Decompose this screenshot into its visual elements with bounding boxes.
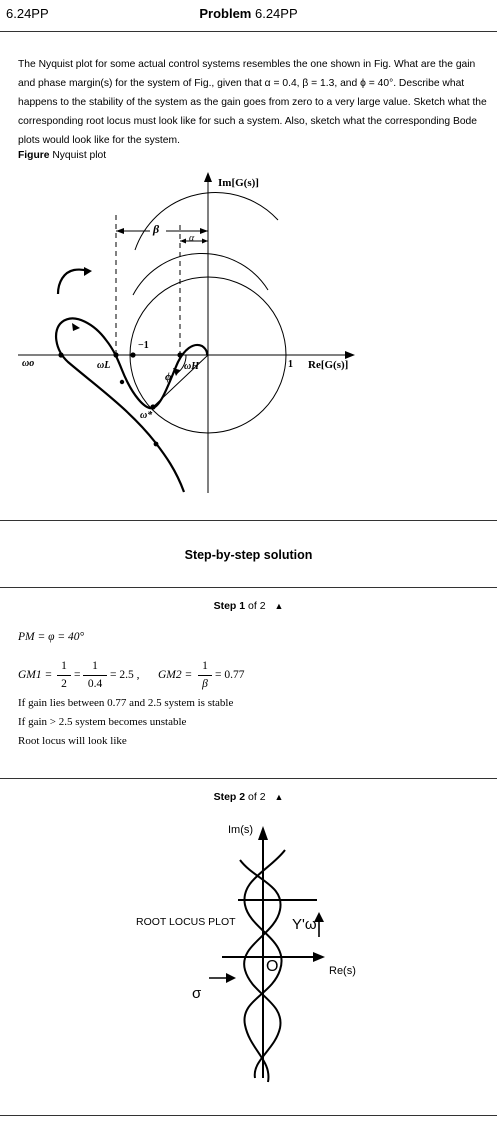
step1-unstable-line: If gain > 2.5 system becomes unstable: [18, 716, 187, 728]
step2-toggle[interactable]: [0, 791, 497, 803]
step2-label-bold: Step 2: [213, 791, 246, 803]
rl-sigma-label: σ: [192, 985, 202, 1002]
gm1-frac2-bar: [83, 675, 107, 676]
problem-number: 6.24PP: [254, 6, 298, 21]
solution-title-divider: [0, 587, 497, 588]
gm1-prefix: GM1 =: [18, 669, 53, 681]
minus-one-label: −1: [138, 340, 149, 351]
gm2-prefix: GM2 =: [158, 669, 193, 681]
header-left-title: 6.24PP: [6, 6, 49, 21]
sigma-arrow-head: [226, 973, 236, 983]
main-curve-arrow: [72, 323, 80, 331]
rl-im-label: Im(s): [228, 824, 254, 836]
gm1-den1: 2: [61, 678, 67, 690]
im-axis-label: Im[G(s)]: [218, 177, 259, 189]
root-locus-sketch: [0, 810, 497, 1110]
step1-toggle[interactable]: [0, 600, 497, 612]
gm1-frac1-bar: [57, 675, 71, 676]
figure-divider: [0, 520, 497, 521]
chevron-up-icon[interactable]: ▲: [274, 792, 284, 802]
step2-divider: [0, 1115, 497, 1116]
beta-arrow-left: [116, 228, 124, 234]
step1-root-locus-line: Root locus will look like: [18, 735, 127, 747]
phase-margin-ray: [153, 355, 208, 407]
gm1-num2: 1: [92, 660, 98, 672]
one-label: 1: [288, 359, 293, 370]
beta-label: β: [153, 222, 160, 236]
omega-o-label: ωo: [22, 358, 35, 369]
rl-branch-1: [244, 850, 285, 1082]
gm1-num1: 1: [61, 660, 67, 672]
alpha-arrow-left: [180, 239, 186, 244]
nyquist-axes: [18, 172, 355, 493]
nyquist-curve-main: [56, 318, 207, 492]
alpha-label: α: [189, 233, 195, 244]
gm1-den2: 0.4: [87, 678, 103, 690]
phi-label: ϕ: [165, 371, 172, 383]
rl-re-label: Re(s): [329, 965, 356, 977]
figure-caption-text: Nyquist plot: [52, 150, 107, 161]
alpha-arrow-right: [202, 239, 208, 244]
step2-label-rest: of 2: [248, 791, 266, 803]
solution-title: Step-by-step solution: [184, 548, 313, 562]
outer-arc-upper: [133, 253, 268, 295]
rl-plot-title: ROOT LOCUS PLOT: [136, 916, 236, 928]
upper-curve-arrow: [84, 267, 92, 276]
beta-arrow-right: [200, 228, 208, 234]
nyquist-curve-upper: [58, 270, 88, 294]
step1-stable-line: If gain lies between 0.77 and 2.5 system is stable: [18, 697, 234, 709]
imag-axis-arrow: [204, 172, 212, 182]
rl-imag-arrow: [258, 826, 268, 840]
step1-divider: [0, 778, 497, 779]
figure-label: Figure: [18, 150, 50, 161]
step1-pm-line: PM = φ = 40°: [18, 631, 85, 643]
nyquist-plot-figure: [0, 0, 497, 520]
rl-origin-label: O: [266, 958, 279, 975]
gm2-value: = 0.77: [215, 669, 245, 681]
problem-word: Problem: [199, 6, 252, 21]
rl-real-arrow: [313, 952, 325, 962]
gm1-value: = 2.5 ,: [110, 669, 140, 681]
re-axis-label: Re[G(s)]: [308, 359, 349, 371]
gm2-frac-bar: [198, 675, 212, 676]
rl-jw-label: Y'ω: [292, 916, 317, 933]
omega-star-label: ω*: [140, 410, 153, 421]
problem-statement: The Nyquist plot for some actual control systems resembles the one shown in Fig. What are the gain and phase margin(s) for the system of Fig., given that α = 0.4, β = 1.3, and ϕ = 40°. Describe what happens to the stability of the system as the gain goes from zero to a very large value. Sketch what the corresponding root locus must look like for such a system. Also, sketch what the corresponding Bode plots would look like for the system.: [18, 59, 487, 146]
omega-L-label: ωL: [97, 360, 111, 371]
omega-H-label: ωH: [184, 361, 200, 372]
gm1-eq: =: [74, 669, 81, 681]
gm2-den: β: [202, 678, 208, 690]
step1-label-bold: Step 1: [213, 600, 246, 612]
gm2-num: 1: [202, 660, 208, 672]
chevron-up-icon[interactable]: ▲: [274, 601, 284, 611]
step1-label-rest: of 2: [248, 600, 266, 612]
dashed-guides: [116, 215, 180, 355]
real-axis-arrow: [345, 351, 355, 359]
